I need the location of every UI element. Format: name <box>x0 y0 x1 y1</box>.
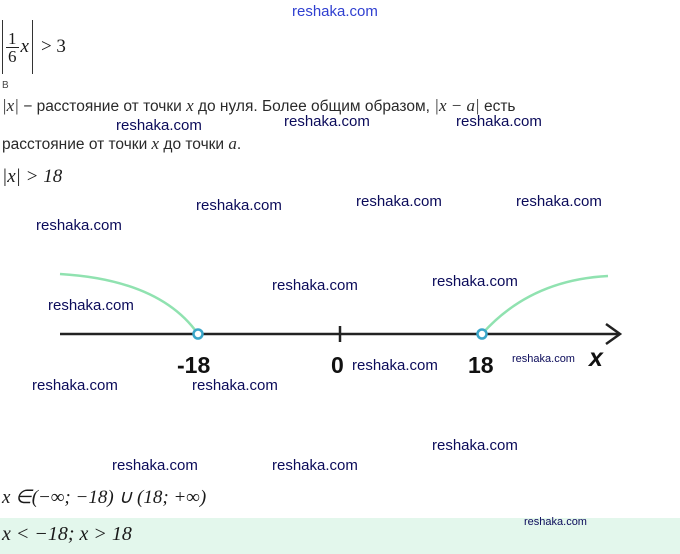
watermark: reshaka.com <box>116 117 202 134</box>
tick-label-18: 18 <box>468 352 494 378</box>
explanation-text-3: есть <box>479 98 516 115</box>
watermark: reshaka.com <box>192 377 278 394</box>
watermark: reshaka.com <box>196 197 282 214</box>
explanation-line2-text-2: до точки <box>159 136 229 153</box>
solution-set: x ∈(−∞; −18) ∪ (18; +∞) <box>2 487 207 508</box>
watermark: reshaka.com <box>352 357 438 374</box>
fraction <box>6 30 19 65</box>
watermark: reshaka.com <box>456 113 542 130</box>
inequality-line: |x| > 18 <box>2 166 63 187</box>
tick-label-minus-18: -18 <box>177 352 211 378</box>
stray-letter: B <box>2 80 9 91</box>
explanation-x: x <box>186 96 194 115</box>
watermark: reshaka.com <box>112 457 198 474</box>
explanation-text-1: − расстояние от точки <box>18 98 187 115</box>
watermark: reshaka.com <box>432 437 518 454</box>
fraction-denominator: 6 <box>8 46 17 66</box>
watermark: reshaka.com <box>36 217 122 234</box>
watermark: reshaka.com <box>524 516 587 528</box>
explanation-line-1 <box>2 96 516 116</box>
explanation-period: . <box>236 136 242 153</box>
watermark: reshaka.com <box>48 297 134 314</box>
point-18 <box>478 330 487 339</box>
watermark: reshaka.com <box>512 353 575 365</box>
explanation-line2-x: x <box>151 134 160 153</box>
explanation-line2-a: a <box>228 134 237 153</box>
watermark: reshaka.com <box>516 193 602 210</box>
abs-bar-right <box>32 20 33 74</box>
axis-label-x: x <box>589 344 603 372</box>
answer-text: x < −18; x > 18 <box>2 523 132 545</box>
watermark: reshaka.com <box>356 193 442 210</box>
explanation-line2-text-1: расстояние от точки <box>2 136 152 153</box>
fraction-numerator: 1 <box>8 28 17 48</box>
problem-expression <box>2 18 66 76</box>
watermark: reshaka.com <box>284 113 370 130</box>
abs-bar-left <box>2 20 3 74</box>
explanation-text-2: до нуля. Более общим образом, <box>193 98 435 115</box>
abs-x-symbol: |x| <box>2 96 19 115</box>
watermark: reshaka.com <box>432 273 518 290</box>
point-minus-18 <box>194 330 203 339</box>
problem-relation: > 3 <box>40 36 66 57</box>
tick-label-0: 0 <box>331 352 344 378</box>
watermark: reshaka.com <box>272 277 358 294</box>
site-watermark-top: reshaka.com <box>292 3 378 20</box>
abs-x-minus-a-symbol: |x − a| <box>434 96 480 115</box>
explanation-line-2 <box>2 134 241 154</box>
problem-variable: x <box>20 36 29 57</box>
watermark: reshaka.com <box>32 377 118 394</box>
watermark: reshaka.com <box>272 457 358 474</box>
